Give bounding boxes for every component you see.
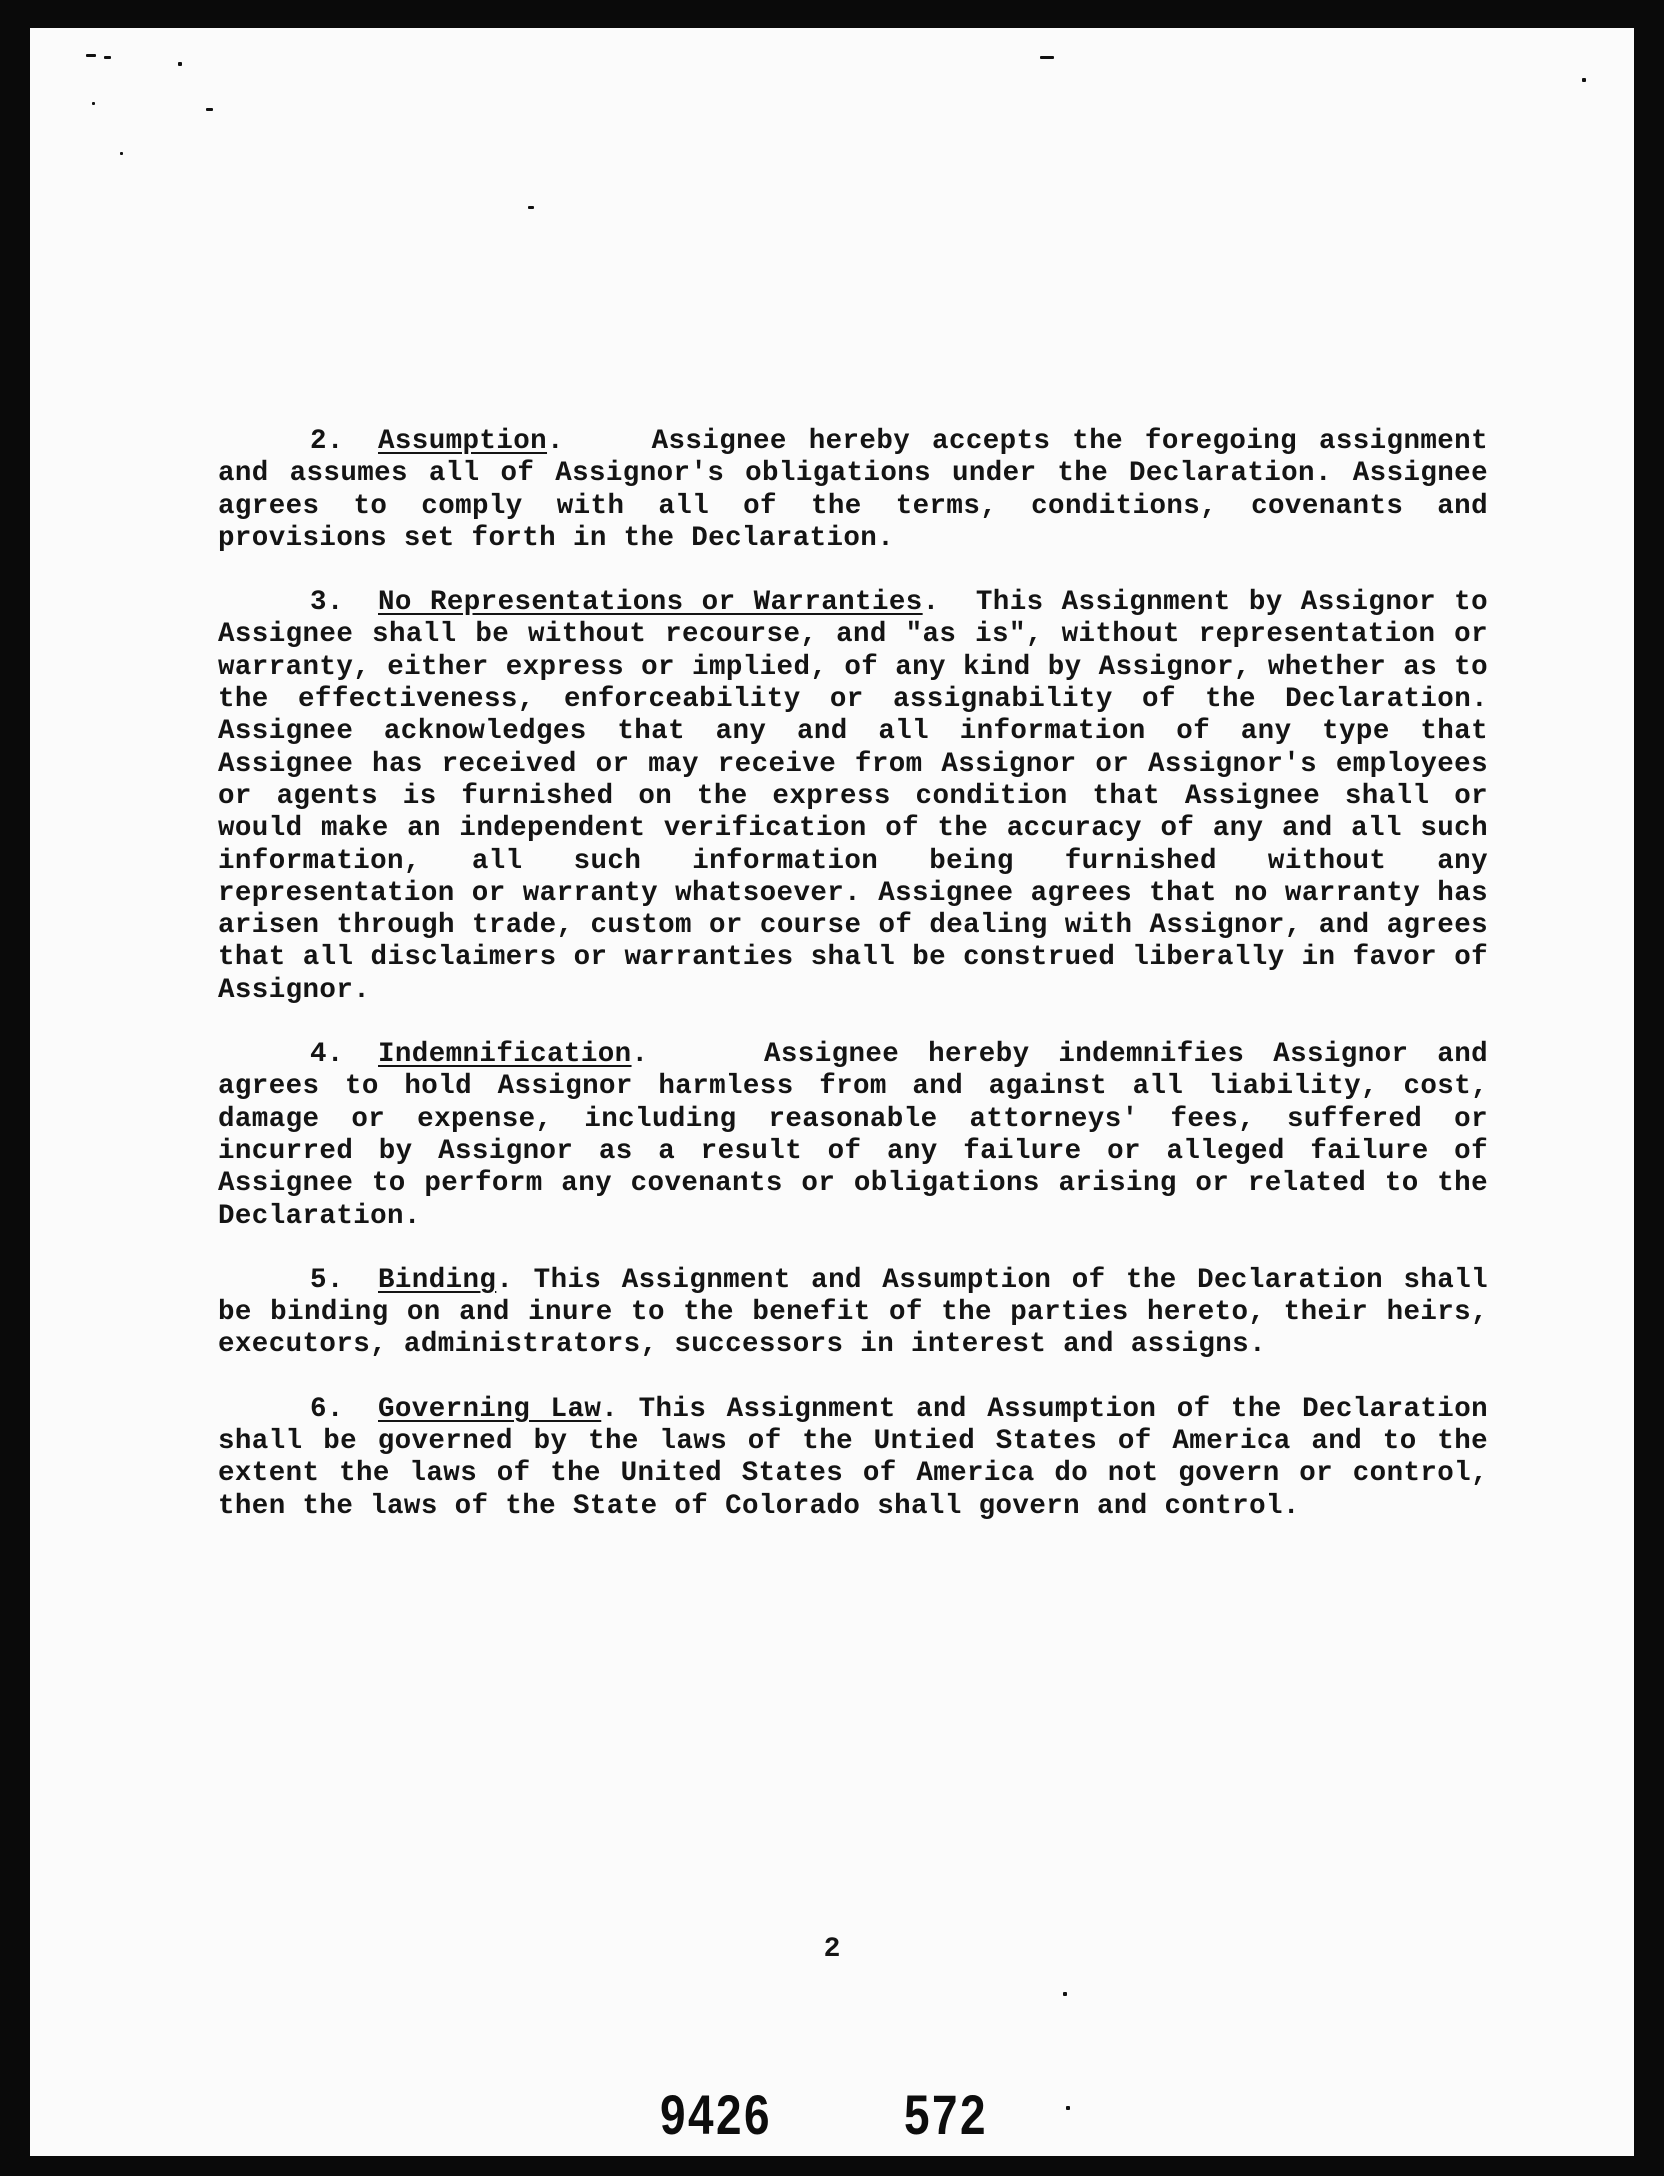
paragraph-number: 3. — [310, 587, 344, 619]
paragraph-indemnification — [218, 1039, 1488, 1233]
paragraph-number: 6. — [310, 1393, 344, 1425]
scan-speck — [1066, 2106, 1070, 2110]
document-page — [30, 28, 1634, 2156]
paragraph-governing-law — [218, 1394, 1488, 1523]
scan-speck — [1063, 1992, 1067, 1996]
recording-stamp-book: 9426 — [660, 2083, 772, 2146]
paragraph-text: Assignee hereby indemnifies Assignor and agrees to hold Assignor harmless from and against all liability, cost, damage or expense, including reasonable attorneys' fees, suffered or incurred by Assignor as a result of any failure or alleged failure of Assignee to perform any covenants or obligations arising or related to the Declaration. — [218, 1039, 1488, 1232]
paragraph-text: Assignee hereby accepts the foregoing assignment and assumes all of Assignor's obligations under the Declaration. Assignee agrees to comply with all of the terms, conditions, covenants and provisions set forth in the Declaration. — [218, 426, 1488, 554]
paragraph-number: 4. — [310, 1039, 344, 1071]
scan-speck — [1040, 56, 1054, 59]
section-heading: Governing Law — [378, 1393, 602, 1425]
heading-punctuation: . — [631, 1039, 649, 1071]
scan-speck — [104, 56, 111, 59]
paragraph-assumption — [218, 426, 1488, 555]
scan-speck — [120, 152, 123, 155]
paragraph-number: 5. — [310, 1264, 344, 1296]
heading-punctuation: . — [547, 426, 564, 457]
paragraph-no-representations — [218, 587, 1488, 1007]
paragraph-binding — [218, 1265, 1488, 1362]
heading-punctuation: . — [496, 1264, 514, 1296]
section-heading: Indemnification — [378, 1039, 632, 1071]
scan-speck — [528, 206, 534, 209]
scan-speck — [206, 108, 213, 111]
scan-speck — [1582, 78, 1586, 82]
document-body — [218, 426, 1488, 1555]
paragraph-text: This Assignment and Assumption of the Declaration shall be governed by the laws of the Untied States of America and to the extent the laws of the United States of America do not govern or control, then the laws of the State of Colorado shall govern and control. — [218, 1393, 1488, 1522]
paragraph-text: This Assignment by Assignor to Assignee shall be without recourse, and "as is", without representation or warranty, either express or implied, of any kind by Assignor, whether as to the effectiveness, enforceability or assignability of the Declaration. Assignee acknowledges that any and all information of any type that Assignee has received or may receive from Assignor or Assignor's employees or agents is furnished on the express condition that Assignee shall or would make an independent verification of the accuracy of any and all such information, all such information being furnished without any representation or warranty whatsoever. Assignee agrees that no warranty has arisen through trade, custom or course of dealing with Assignor, and agrees that all disclaimers or warranties shall be construed liberally in favor of Assignor. — [218, 587, 1488, 1006]
page-number: 2 — [823, 1934, 841, 1965]
paragraph-text: This Assignment and Assumption of the Declaration shall be binding on and inure to the benefit of the parties hereto, their heirs, executors, administrators, successors in interest and assigns. — [218, 1264, 1488, 1361]
heading-punctuation: . — [922, 587, 940, 619]
heading-punctuation: . — [601, 1393, 619, 1425]
scan-speck — [92, 102, 95, 105]
recording-stamp-page: 572 — [904, 2083, 988, 2146]
scan-speck — [86, 54, 96, 57]
paragraph-number: 2. — [310, 426, 344, 457]
section-heading: No Representations or Warranties — [378, 587, 923, 619]
section-heading: Binding — [378, 1264, 497, 1296]
scan-speck — [178, 62, 182, 66]
section-heading: Assumption — [378, 426, 548, 457]
